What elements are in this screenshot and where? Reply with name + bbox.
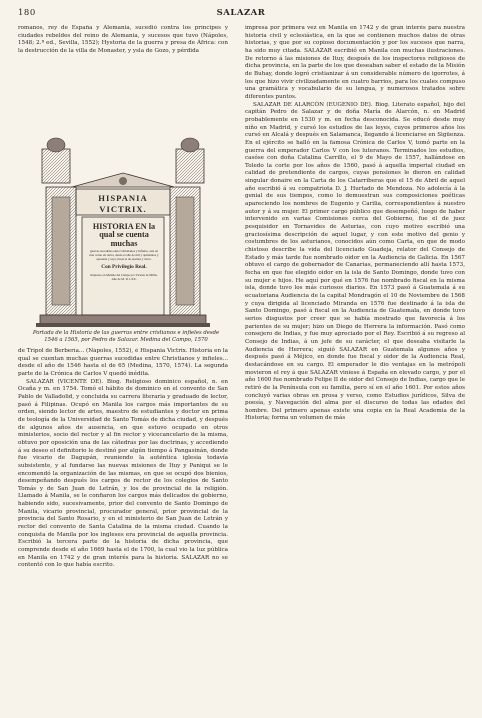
paragraph: SALAZAR (VICENTE DE). Biog. Religioso dominico español, n. en Ocaña y m. en 1754. Tomó el hábito de dominico en el convento de San Pablo de Valladolid, y concluida su carrera literaria y graduado de lector, pasó á Filipinas. Ocupó en Manila los cargos más importantes de su orden, siendo lector de artes, maestro de estudiantes y doctor en prima de teología de la Universidad de Santo Tomás de dicha ciudad, y después de algunos años de ausencia, en que estuvo ocupado en otros ministerios, socio del rector y al fin rector y vicecancelario de la misma, obtuvo por oposición una de las cátedras por las doctrinas, y accediendo á su deseo el definitorio le destinó por algún tiempo á Pangasinán, donde fue vicario de Dagupán, reuniendo la auténtica iglesia todavía subsistente, y al fundarse las nuevas misiones de Ituy y Paniqui se le encomendó la organización de las mismas, en que se ocupó dos bienios, desempeñando después los cargos de rector de los colegios de Santo Tomás y de San Juan de Letrán, y los de provincial de la religión. Llamado á Manila, se le confiaron los cargos más delicados de gobierno, habiendo sido, sucesivamente, prior del convento de Santo Domingo de Manila, vicario provincial, procurador general, prior provincial de la provincia del Santo Rosario, y en el ministerio de San Juan de Letrán y rector del convento de Santa Catalina de la misma ciudad. Cuando la conquista de Manila por los ingleses era provincial de aquella provincia. Escribió la tercera parte de la historia de dicha provincia, que comprende desde el año 1669 hasta el de 1700, la cual vio la luz pública en Manila en 1742 y de gran interés para la historia. SALAZAR no se contentó con lo que había escrito. — [18, 378, 228, 569]
paragraph: romanos, rey de España y Alemania, sucedió contra los príncipes y ciudades rebeldes del reino de Alemania, y sucesos que tuvo (Nápoles, 1548; 2.ª ed., Sevilla, 1552); Hystoria de la guerra y presa de África: con la destrucción de la villa de Monaster, y ysla de Gozo, y pérdida — [18, 25, 228, 54]
left-column-top — [18, 25, 228, 133]
figure-title-line-1: HISPANIA — [98, 193, 148, 203]
figure-text-block — [88, 223, 160, 282]
left-column-bottom — [18, 348, 228, 708]
figure-heading: HISTORIA EN la qual se cuenta muchas — [92, 222, 156, 248]
paragraph: de Trípol de Berbería... (Nápoles, 1552), é Hispania Victrix. Historia en la qual se cuentan muchas guerras sucedidas entre Christianos y infieles... desde el año de 1546 hasta el de 65 (Medina, 1570, 1574). La segunda parte de la Crónica de Carlos V quedó inédita. — [18, 348, 228, 377]
figure-small-text: guerras sucedidas entre Christianos y Infieles, assí en mar como en tierra, desde el año de mil y quinientos y quarenta y seys, hasta el de sesenta y cinco. — [89, 249, 159, 262]
figure-privilege: Con Privilegio Real. — [101, 264, 147, 271]
figure-title-line-2: VICTRIX. — [99, 204, 147, 214]
right-column — [245, 25, 465, 708]
page-header — [18, 8, 464, 22]
running-title: SALAZAR — [216, 8, 266, 18]
paragraph: SALAZAR DE ALARCÓN (EUGENIO DE). Biog. Literato español, hijo del capitán Pedro de Salazar y de doña María de Alarcón, n. en Madrid probablemente en 1530 y m. en fecha desconocida. Se educó desde muy niño en Madrid, y cursó los estudios de las leyes, cuyos primeros años los cursó en Alcalá y después en Salamanca, llegando á licenciarse en Sigüenza. En el ejército se halló en la famosa Crónica de Carlos V, tomó parte en la guerra del emperador Carlos V con los luteranos. Terminados los estudios, casóse con doña Catalina Carrillo, el 9 de Mayo de 1557, hallándose en Toledo la corte por los años de 1560, pasó á aquella imperial ciudad en calidad de pretendiente de cargos, cuyas pensiones le dieron en calidad singular donaire en la Carta de los Catarriberas que el 15 de Abril de aquel año escribió á su compatriota D. J. Hurtado de Mendoza. No adolecía á la genial de sus tiempos, como lo demuestran sus composiciones poéticas apareciendo los nombres de Eugenio y Carilia, correspondientes á nuestro autor y á su mujer. El primer cargo público que desempeñó, luego de haber intervenido en varias Comisiones cerca del Gobierno, fue el de juez pesquisidor en Tornavides de Asturias, con cuyo motivo escribió una graciosísima descripción de aquel lugar, y con este motivo del genio y costumbres de los asturianos, conocidos aún como Carta, en que de modo chistoso describe la vida del licenciado Guadeja, relator del Consejo de Estado y más tarde fue nombrado oidor en la Audiencia de Galicia. En 1567 obtuvo el cargo de gobernador de Canarias, permaneciendo allí hasta 1573, fecha en que fue elegido oidor en la isla de Santo Domingo, donde tuvo con su mujer e hijos. He aquí por qué en 1576 fue nombrado fiscal en la misma isla, donde tuvo los más curiosos diarios. En 1573 pasó á Guatemala á su ecuatoriana Audiencia de la capital Mondragón el 10 de Noviembre de 1568 y cuya dirigida al licenciado Miranda en 1576 fue destinado á la isla de Santo Domingo, pasó á fiscal en la Audiencia de Guatemala, en donde tuvo serios disgustos por creer que se había mostrado que favorecía á los parientes de su mujer; hizo un Diego de Herrera la información. Pasó como consejero de Indias, y fue muy apreciado por el Rey. Escribió á su regreso al Consejo de Indias, á un jefe de su carácter, el que deseaba visitarle la Audiencia de Herrera; siguió SALAZAR en Guatemala algunos años y después pasó á Méjico, en donde fue fiscal y oidor de la Audiencia Real, destacándose en su cargo. El emperador le dio ventajas en la metrópoli movieron el rey á que SALAZAR viniese á España en elevado cargo, y por el año 1600 fue nombrado Felipe II de oidor del Consejo de Indias, cargo que le retiró de la Península con su familia, pero sí en el año 1601. Por estos años concluyó varias obras en prosa y verso, como Estudios jurídicos, Silva de poesía, y Navegación del alma por el discurso de todas las edades del hombre. Del primero apenas existe una copia en la Real Academia de la Historia; forma un volumen de más — [245, 101, 465, 422]
title-page-illustration — [32, 137, 214, 327]
figure-imprint: Impresso en Medina del Campo por Vicente de Millis. Año de M. D. LXX. — [90, 273, 158, 282]
figure-caption: Portada de la Historia de las guerras entre cristianos e infieles desde 1546 a 1565, por Pedro de Salazar. Medina del Campo, 1570 — [32, 330, 220, 343]
page-number: 180 — [18, 8, 36, 18]
paragraph: impresa por primera vez en Manila en 1742 y de gran interés para nuestra historia civil y eclesiástica, en la que se contienen muchos datos de otras historias, y que por su copioso documentación y por los sucesos que narra, ha sido muy citada. SALAZAR escribió en Manila con muchas ilustraciones. De retorno á las misiones de Ituy, después de los inspectores religiosos de dicha provincia, en la parte de los que deseaban saber el estado de la Misión de Buhay, donde logró cristianizar á un considerable número de igorrotes, á los que hizo vivir civilizadamente en cuatro barrios, para los cuales compuso una gramática y vocabulario de su lengua, y numerosos tratados sobre diferentes puntos. — [245, 25, 465, 100]
